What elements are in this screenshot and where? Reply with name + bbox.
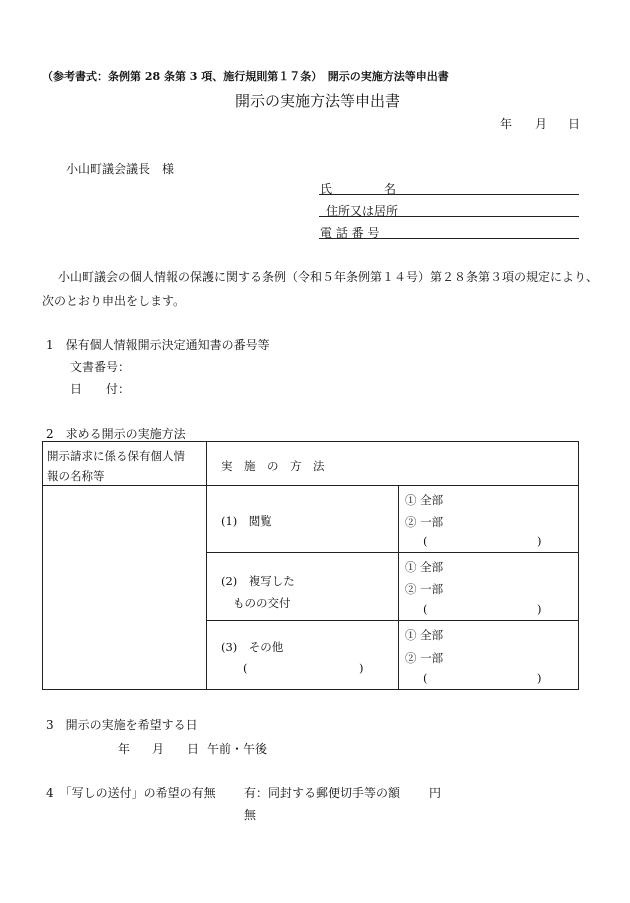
section4-heading: 4 「写しの送付」の希望の有無 [46, 786, 216, 800]
partial-paren-open: ( [423, 671, 428, 685]
info-name-cell[interactable] [43, 486, 207, 690]
partial-paren-open: ( [423, 534, 428, 548]
intro-line-2: 次のとおり申出をします。 [42, 294, 186, 308]
section1-heading: 1 保有個人情報開示決定通知書の番号等 [46, 338, 270, 352]
addressee: 小山町議会議長 様 [66, 162, 175, 176]
desired-date-year: 年 [118, 742, 131, 756]
partial-paren-open: ( [423, 602, 428, 616]
table-header-method [207, 442, 579, 486]
intro-line-1: 小山町議会の個人情報の保護に関する条例（令和５年条例第１４号）第２８条第３項の規定により、 [58, 270, 599, 284]
desired-date-day: 日 [187, 742, 200, 756]
partial-paren-close: ) [537, 671, 542, 685]
scope-cell-copy [399, 553, 579, 621]
name-label-second: 名 [384, 182, 397, 196]
yen-label: 円 [429, 786, 442, 800]
scope-cell-other [399, 621, 579, 690]
other-paren-open: ( [243, 661, 248, 675]
method-inspection-label: (1) 閲覧 [221, 514, 272, 528]
table-header-info-name [43, 442, 207, 486]
send-copy-yes: 有：同封する郵便切手等の額 [244, 786, 401, 800]
address-underline [319, 216, 579, 217]
option-all[interactable]: ① 全部 [405, 560, 444, 574]
header-method-label: 実 施 の 方 法 [221, 459, 325, 473]
doc-date-label: 日 付： [70, 382, 131, 396]
method-other-label: (3) その他 [221, 640, 284, 654]
doc-number-label: 文書番号： [70, 360, 131, 374]
method-cell-copy [207, 553, 399, 621]
option-all[interactable]: ① 全部 [405, 493, 444, 507]
reference-line: （参考書式：条例第 28 条第 3 項、施行規則第１７条） 開示の実施方法等申出書 [42, 70, 449, 83]
scope-cell-inspection [399, 486, 579, 553]
desired-date-month: 月 [152, 742, 165, 756]
header-info-line-1: 開示請求に係る保有個人情 [47, 449, 185, 463]
method-copy-label-2: ものの交付 [233, 596, 291, 610]
name-label-first: 氏 [320, 182, 333, 196]
am-pm-choice: 午前・午後 [207, 742, 268, 756]
partial-paren-close: ) [537, 602, 542, 616]
address-label: 住所又は居所 [326, 204, 399, 218]
header-info-line-2: 報の名称等 [47, 469, 105, 483]
method-cell-other [207, 621, 399, 690]
partial-paren-close: ) [537, 534, 542, 548]
date-year-label: 年 [500, 117, 513, 131]
method-copy-label-1: (2) 複写した [221, 574, 295, 588]
option-partial[interactable]: ② 一部 [405, 582, 444, 596]
name-underline [319, 194, 579, 195]
method-cell-inspection [207, 486, 399, 553]
phone-label: 電 話 番 号 [320, 226, 380, 240]
implementation-method-table [42, 441, 579, 690]
section2-heading: 2 求める開示の実施方法 [46, 427, 186, 441]
send-copy-no: 無 [244, 808, 257, 822]
date-month-label: 月 [535, 117, 548, 131]
option-all[interactable]: ① 全部 [405, 628, 444, 642]
document-title: 開示の実施方法等申出書 [235, 92, 401, 110]
section3-heading: 3 開示の実施を希望する日 [46, 718, 198, 732]
option-partial[interactable]: ② 一部 [405, 515, 444, 529]
date-day-label: 日 [568, 117, 581, 131]
option-partial[interactable]: ② 一部 [405, 651, 444, 665]
other-paren-close: ) [359, 661, 364, 675]
phone-underline [319, 238, 579, 239]
